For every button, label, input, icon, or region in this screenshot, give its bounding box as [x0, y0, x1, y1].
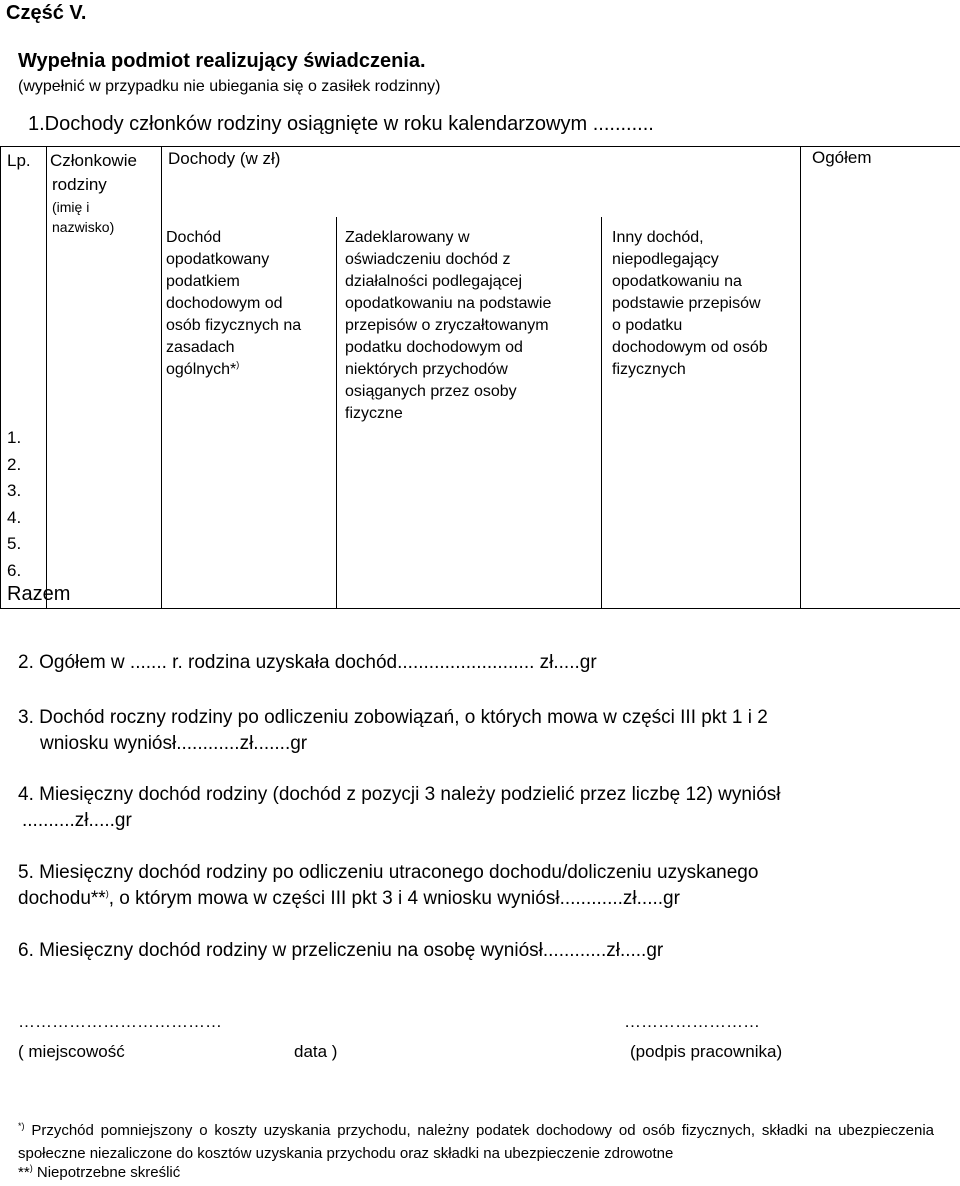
razem-label: Razem [7, 583, 71, 605]
row-number: 3. [7, 481, 22, 500]
col2-line: opodatkowaniu na podstawie [345, 294, 552, 312]
income-header-cell [162, 147, 801, 217]
row-number: 5. [7, 534, 22, 553]
date-label: data ) [294, 1042, 338, 1061]
col2-line: osiąganych przez osoby [345, 382, 517, 400]
col1-line-last: ogólnych*) [166, 359, 240, 378]
line-4: 4. Miesięczny dochód rodziny (dochód z pozycji 3 należy podzielić przez liczbę 12) wyniósł ..........zł.....gr [18, 784, 781, 831]
income-col-other [602, 217, 801, 609]
income-col-taxed [162, 217, 337, 609]
col2-line: przepisów o zryczałtowanym [345, 316, 549, 334]
signature-dots: …………………… [624, 1012, 760, 1031]
footnote-2: **) Niepotrzebne skreślić [18, 1163, 181, 1181]
col3-line: o podatku [612, 316, 683, 334]
row-numbers [7, 425, 21, 584]
col2-line: Zadeklarowany w [345, 228, 470, 246]
row-number: 6. [7, 560, 22, 580]
line-2: 2. Ogółem w ....... r. rodzina uzyskała dochód.......................... zł.....gr [18, 652, 597, 673]
col2-line: niektórych przychodów [345, 360, 508, 378]
members-header-1: Członkowie [50, 151, 137, 170]
col3-line: niepodlegający [612, 250, 719, 268]
col3-line: Inny dochód, [612, 228, 704, 246]
line-6: 6. Miesięczny dochód rodziny w przeliczeniu na osobę wyniósł............zł.....gr [18, 940, 664, 961]
income-header: Dochody (w zł) [168, 149, 281, 168]
col1-line: Dochód [166, 228, 222, 246]
line-5: 5. Miesięczny dochód rodziny po odliczeniu utraconego dochodu/doliczeniu uzyskanego dochodu**), o którym mowa w części III pkt 3 i 4 wniosku wyniósł............zł.....gr [18, 862, 759, 909]
total-header: Ogółem [812, 148, 872, 167]
lp-header: Lp. [7, 151, 31, 170]
line-3: 3. Dochód roczny rodziny po odliczeniu zobowiązań, o których mowa w części III pkt 1 i 2 wniosku wyniósł............zł.......gr [18, 707, 768, 754]
members-header-4: nazwisko) [52, 219, 115, 235]
col1-line: dochodowym od [166, 294, 283, 312]
col3-line: podstawie przepisów [612, 294, 761, 312]
signature-label: (podpis pracownika) [630, 1042, 783, 1061]
col3-line: dochodowym od osób [612, 338, 768, 356]
part-title: Część V. [6, 2, 87, 24]
members-header-2: rodziny [52, 175, 107, 194]
col2-line: podatku dochodowym od [345, 338, 523, 356]
footnote-1: *) Przychód pomniejszony o koszty uzyskania przychodu, należny podatek dochodowy od osób fizycznych, składki na ubezpieczenia społeczne niezaliczone do kosztów uzyskania przychodu oraz składki na ubezpieczenie zdrowotne [18, 1121, 934, 1162]
members-column [47, 147, 162, 609]
row-number: 4. [7, 507, 22, 527]
income-col-flatrate [337, 217, 602, 609]
section-1-heading: 1.Dochody członków rodziny osiągnięte w roku kalendarzowym ........... [28, 113, 654, 135]
form-subtitle: Wypełnia podmiot realizujący świadczenia. [18, 50, 426, 72]
col3-line: fizycznych [612, 360, 686, 378]
row-number: 1. [7, 428, 22, 447]
col1-line: opodatkowany [166, 250, 270, 268]
place-label: ( miejscowość [18, 1042, 125, 1061]
col1-line: osób fizycznych na [166, 316, 302, 334]
total-column [801, 147, 960, 609]
members-header-3: (imię i [52, 199, 90, 215]
col1-line: podatkiem [166, 272, 240, 290]
col2-line: działalności podlegającej [345, 272, 523, 290]
place-date-dots: ……………………………… [18, 1012, 222, 1031]
col2-line: oświadczeniu dochód z [345, 250, 511, 268]
income-table [0, 146, 960, 609]
form-note: (wypełnić w przypadku nie ubiegania się o zasiłek rodzinny) [18, 78, 441, 95]
row-number: 2. [7, 454, 22, 474]
col1-line: zasadach [166, 338, 235, 356]
col3-line: opodatkowaniu na [612, 272, 742, 290]
col2-line: fizyczne [345, 404, 403, 422]
